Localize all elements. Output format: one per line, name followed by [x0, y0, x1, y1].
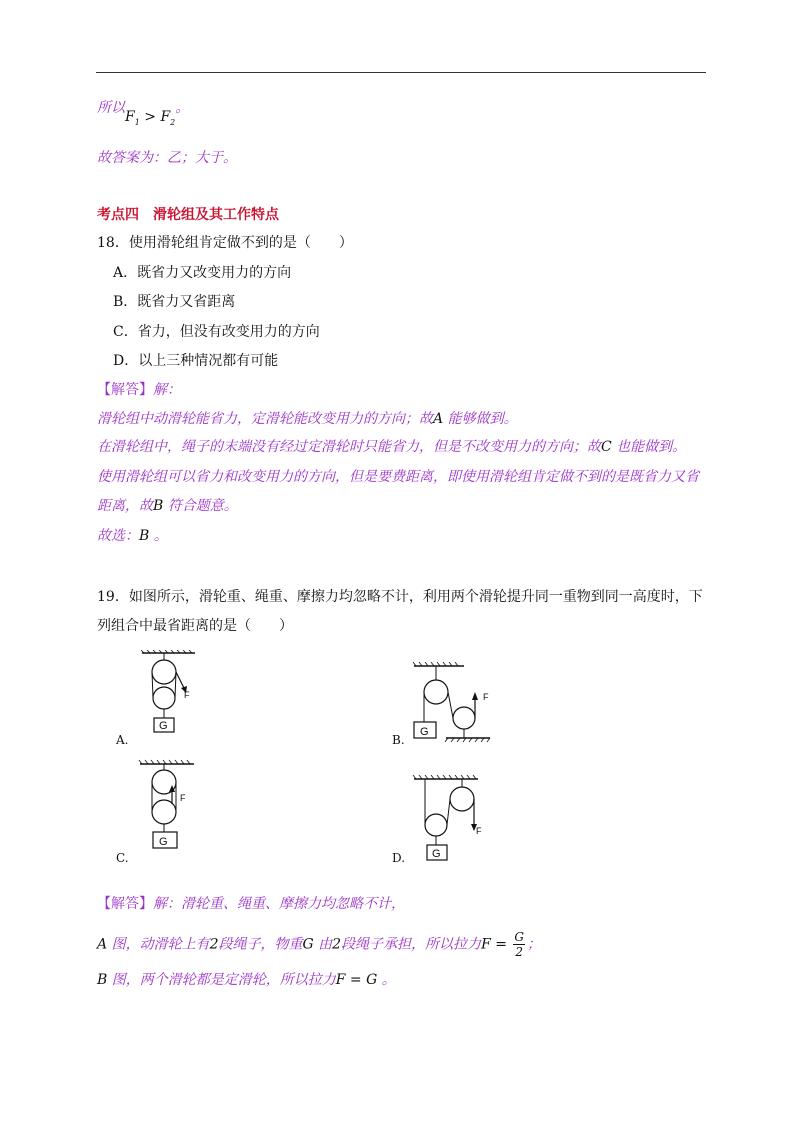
fraction-numerator: G — [514, 930, 525, 944]
text: 段绳子，物重 — [218, 936, 303, 953]
pulley-figure-b — [410, 662, 500, 746]
formula-f-equals-g: F = G — [335, 972, 378, 988]
answer-line-f1-gt-f2 — [97, 98, 190, 127]
var-f2: F — [160, 109, 171, 125]
fig-d-label: D. — [392, 851, 406, 865]
period: 。 — [175, 100, 190, 116]
q19-answer-2 — [97, 970, 396, 990]
q18-answer-3: 使用滑轮组可以省力和改变用力的方向，但是要费距离，即使用滑轮组肯定做不到的是既省力又省 — [97, 469, 699, 485]
var-a: A — [97, 936, 108, 953]
fraction-denominator: 2 — [515, 945, 524, 959]
q18-answer-5 — [97, 526, 168, 546]
text: 在滑轮组中，绳子的末端没有经过定滑轮时只能省力，但是不改变用力的方向；故 — [97, 439, 601, 455]
var-c: C — [601, 439, 612, 455]
q19-answer-head — [97, 894, 405, 914]
text: 故选： — [97, 528, 139, 544]
text: 滑轮组中动滑轮能省力，定滑轮能改变用力的方向；故 — [97, 411, 433, 427]
fig-b-label: B. — [392, 733, 405, 747]
q18-option-d: D．以上三种情况都有可能 — [113, 353, 279, 369]
text: 距离，故 — [97, 498, 153, 514]
var-f1: F — [125, 109, 135, 125]
q18-answer-2 — [97, 437, 686, 457]
q18-answer-head — [97, 380, 181, 400]
q18-answer-4 — [97, 496, 238, 516]
q18-option-c: C．省力，但没有改变用力的方向 — [113, 324, 320, 340]
pulley-figure-c — [138, 758, 200, 854]
semicolon: ； — [527, 936, 542, 953]
q19-stem-2: 列组合中最省距离的是（ ） — [97, 618, 293, 634]
var-b: B — [139, 528, 150, 544]
num-2: 2 — [209, 936, 219, 953]
formula-f-equals: F = — [481, 936, 512, 953]
var-a: A — [433, 411, 444, 427]
text: 由 — [313, 936, 333, 953]
q18-answer-1 — [97, 409, 518, 429]
answer-text: 所以 — [97, 100, 125, 116]
force-label-d: F — [476, 826, 482, 836]
answer-line-conclusion: 故答案为：乙；大于。 — [97, 150, 237, 166]
gt-sign: > — [139, 109, 161, 125]
pulley-figure-d — [412, 773, 488, 865]
answer-bracket: 【解答】 — [97, 896, 153, 912]
fraction-g-over-2 — [513, 930, 525, 959]
q18-option-b: B．既省力又省距离 — [113, 294, 236, 310]
text: 也能做到。 — [611, 439, 687, 455]
weight-label-d: G — [432, 848, 441, 860]
q18-option-a: A．既省力又改变用力的方向 — [113, 265, 292, 281]
text: 图，两个滑轮都是定滑轮，所以拉力 — [107, 972, 336, 988]
q19-answer-1 — [97, 930, 541, 959]
period: 。 — [377, 972, 396, 988]
header-rule — [96, 72, 706, 73]
var-b: B — [97, 972, 108, 988]
var-b: B — [153, 498, 164, 514]
fig-a-label: A. — [116, 733, 129, 747]
fig-c-label: C. — [116, 851, 129, 865]
section-title: 考点四 滑轮组及其工作特点 — [97, 207, 279, 223]
q18-stem: 18．使用滑轮组肯定做不到的是（ ） — [97, 235, 353, 251]
text: 符合题意。 — [163, 498, 238, 514]
text: 。 — [149, 528, 168, 544]
num-2: 2 — [332, 936, 342, 953]
force-label-c: F — [180, 793, 186, 803]
weight-label-a: G — [159, 720, 168, 732]
answer-head-tail: 解： — [153, 382, 181, 398]
force-label-b: F — [483, 692, 489, 702]
force-label-a: F — [184, 690, 190, 700]
text: 段绳子承担，所以拉力 — [341, 936, 482, 953]
answer-bracket: 【解答】 — [97, 382, 153, 398]
q19-stem-1: 19．如图所示，滑轮重、绳重、摩擦力均忽略不计，利用两个滑轮提升同一重物到同一高度时，下 — [97, 589, 703, 605]
sub-1: 1 — [134, 118, 140, 127]
answer-tail: 解：滑轮重、绳重、摩擦力均忽略不计， — [153, 896, 405, 912]
var-g: G — [302, 936, 314, 953]
text: 能够做到。 — [443, 411, 518, 427]
pulley-figure-a — [140, 650, 200, 742]
weight-label-b: G — [420, 726, 429, 738]
weight-label-c: G — [159, 836, 168, 848]
text: 图，动滑轮上有 — [107, 936, 210, 953]
sub-2: 2 — [170, 118, 176, 127]
